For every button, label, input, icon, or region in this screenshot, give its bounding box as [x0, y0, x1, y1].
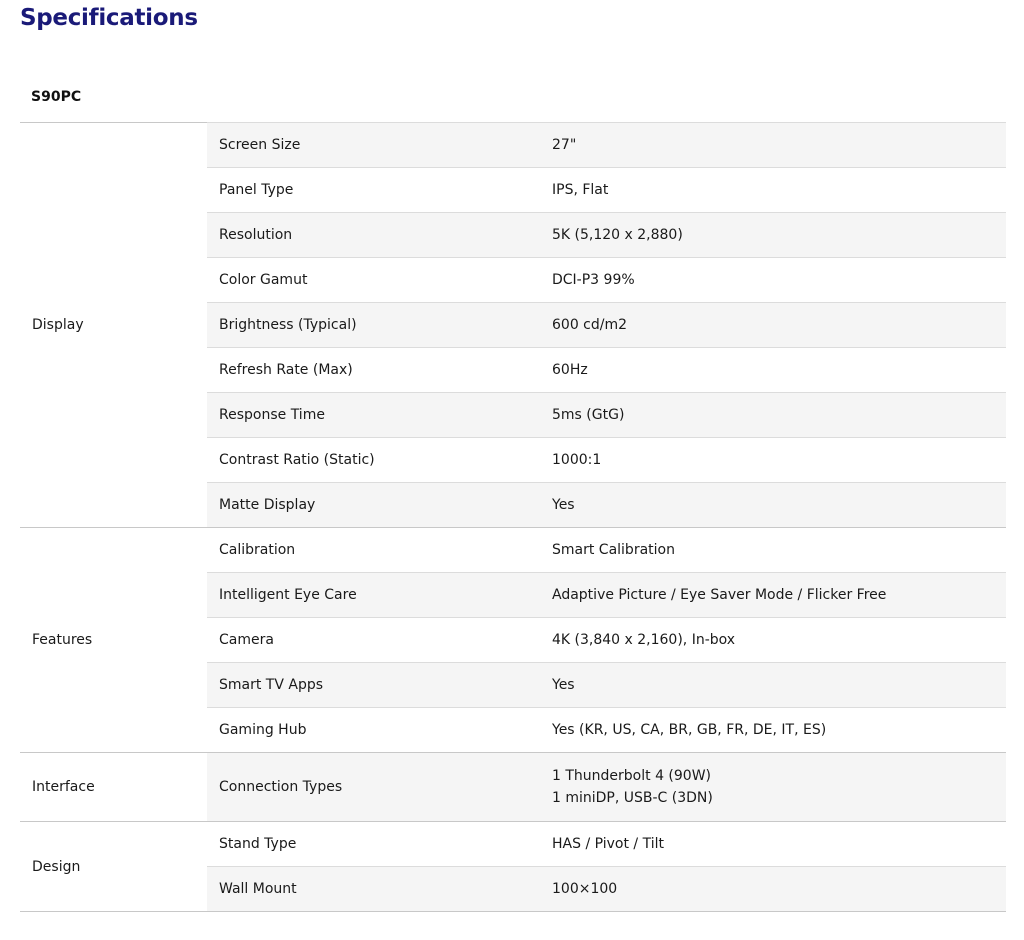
spec-value: 4K (3,840 x 2,160), In-box	[540, 618, 1006, 663]
spec-label: Stand Type	[207, 822, 540, 867]
spec-value: Yes (KR, US, CA, BR, GB, FR, DE, IT, ES)	[540, 708, 1006, 753]
model-name: S90PC	[31, 89, 82, 105]
spec-value-line: 1 Thunderbolt 4 (90W)	[552, 768, 712, 784]
spec-value: 1000:1	[540, 438, 1006, 483]
spec-label: Gaming Hub	[207, 708, 540, 753]
spec-label: Contrast Ratio (Static)	[207, 438, 540, 483]
spec-value: 5ms (GtG)	[540, 393, 1006, 438]
spec-value: Yes	[540, 663, 1006, 708]
spec-row	[20, 528, 1006, 573]
spec-row	[20, 822, 1006, 867]
spec-label: Connection Types	[207, 753, 540, 822]
page-title: Specifications	[20, 5, 198, 31]
spec-label: Response Time	[207, 393, 540, 438]
category-interface: Interface	[20, 753, 207, 822]
category-features: Features	[20, 528, 207, 753]
spec-label: Panel Type	[207, 168, 540, 213]
spec-value: 100×100	[540, 867, 1006, 912]
spec-value: IPS, Flat	[540, 168, 1006, 213]
spec-value: Yes	[540, 483, 1006, 528]
spec-value-line: 1 miniDP, USB-C (3DN)	[552, 790, 713, 806]
spec-label: Resolution	[207, 213, 540, 258]
spec-label: Screen Size	[207, 123, 540, 168]
spec-row	[20, 753, 1006, 822]
spec-value	[540, 753, 1006, 822]
spec-value: 60Hz	[540, 348, 1006, 393]
spec-label: Intelligent Eye Care	[207, 573, 540, 618]
spec-value: Smart Calibration	[540, 528, 1006, 573]
spec-label: Calibration	[207, 528, 540, 573]
spec-label: Matte Display	[207, 483, 540, 528]
spec-table	[20, 122, 1006, 912]
category-design: Design	[20, 822, 207, 912]
spec-row	[20, 123, 1006, 168]
spec-label: Camera	[207, 618, 540, 663]
spec-label: Brightness (Typical)	[207, 303, 540, 348]
spec-value: 27"	[540, 123, 1006, 168]
category-display: Display	[20, 123, 207, 528]
spec-label: Color Gamut	[207, 258, 540, 303]
spec-value: 600 cd/m2	[540, 303, 1006, 348]
spec-label: Wall Mount	[207, 867, 540, 912]
spec-value: HAS / Pivot / Tilt	[540, 822, 1006, 867]
spec-value: Adaptive Picture / Eye Saver Mode / Flicker Free	[540, 573, 1006, 618]
spec-value: DCI-P3 99%	[540, 258, 1006, 303]
spec-label: Smart TV Apps	[207, 663, 540, 708]
spec-value: 5K (5,120 x 2,880)	[540, 213, 1006, 258]
spec-label: Refresh Rate (Max)	[207, 348, 540, 393]
